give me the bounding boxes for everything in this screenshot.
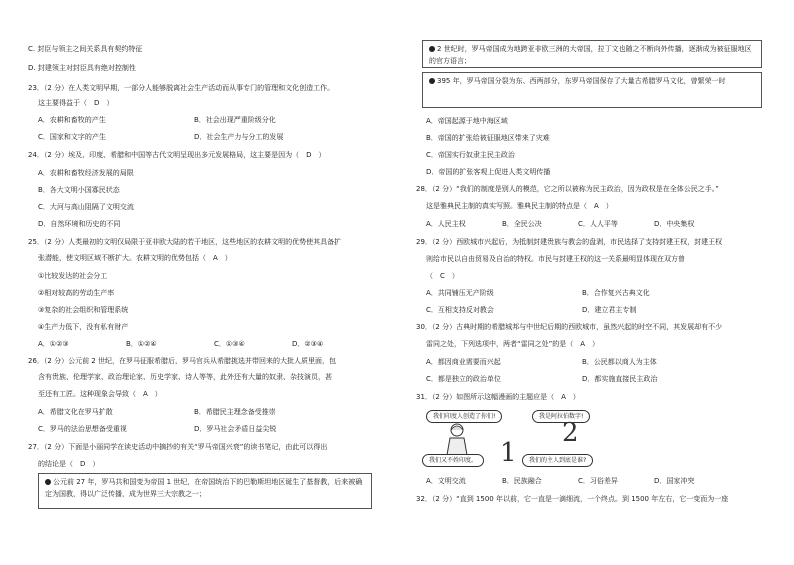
- answer-option: A．人民主权: [426, 220, 466, 228]
- answer-option: C．①③④: [214, 340, 245, 348]
- text-line: A．农耕和畜牧经济发展的局限: [38, 169, 134, 177]
- answer-option: D．罗马社会矛盾日益尖锐: [194, 425, 277, 433]
- text-line: 含有贵族、伦理学家、政治理论家、历史学家、诗人等等，此外还有大量的奴隶、杂技演员，甚: [38, 373, 332, 381]
- numeral-one: 1: [500, 438, 517, 468]
- text-line: 的结论是（ D ）: [38, 460, 100, 468]
- answer-option: A．①②③: [38, 340, 69, 348]
- answer-option: D．中央集权: [654, 220, 695, 228]
- text-line: 27．（2 分）下面是小丽同学在读史活动中摘抄的有关“罗马帝国兴衰”的读书笔记，由此可以得出: [28, 443, 328, 451]
- indian-figure-icon: [444, 422, 470, 456]
- text-line: ④生产力低下，没有私有财产: [38, 323, 129, 331]
- answer-option: D．②③④: [292, 340, 324, 348]
- note-text: 公元前 27 年，罗马共和国变为帝国 1 世纪，在帝国统治下的巴勒斯坦地区诞生了基督教，后来被确定为国教，得以广泛传播，成为世界三大宗教之一；: [45, 478, 363, 498]
- text-line: 23．（2 分）在人类文明早期，一部分人能够脱离社会生产活动而从事专门的管理和文化创造工作。: [28, 84, 335, 92]
- text-line: B．各大文明小国寡民状态: [38, 186, 120, 194]
- text-line: 29．（2 分）西欧城市兴起后，为抵制封建贵族与教会的盘剥，市民选择了支持封建王权，封建王权: [416, 238, 723, 246]
- text-line: 24．（2 分）埃及、印度、希腊和中国等古代文明呈现出多元发展格局，这主要是因为（ D ）: [28, 151, 326, 159]
- text-line: D．帝国的扩张客观上促进人类文明传播: [426, 168, 551, 176]
- answer-option: C．习俗差异: [578, 477, 618, 485]
- answer-option: C．国家和文字的产生: [38, 133, 106, 141]
- answer-option: B．①②④: [126, 340, 157, 348]
- text-line: 31．（2 分）如图所示这幅漫画的主题应是（ A ）: [416, 393, 580, 401]
- answer-option: C．互相支持反对教会: [426, 306, 494, 314]
- text-line: 25．（2 分）人类最初的文明仅局限于亚非欧大陆的若干地区，这些地区的农耕文明的优势使其具备扩: [28, 238, 342, 246]
- speech-bubble: [422, 454, 484, 467]
- answer-option: B．民族融合: [502, 477, 542, 485]
- answer-option: B．社会出现严重阶级分化: [194, 116, 276, 124]
- text-line: A．帝国起源于地中海区域: [426, 117, 508, 125]
- speech-text: 我们印度人创造了你们!: [433, 413, 496, 420]
- text-line: 则给市民以自由贸易及自治的特权。市民与封建王权的这一关系最明显体现在双方曾: [426, 255, 685, 263]
- text-line: ②相对较高的劳动生产率: [38, 289, 115, 297]
- answer-option: A．都因商业需要而兴起: [426, 358, 501, 366]
- speech-text: 我是阿拉伯数字!: [539, 413, 584, 420]
- answer-option: B．公民都以商人为主体: [582, 358, 657, 366]
- answer-option: D．国家冲突: [654, 477, 695, 485]
- answer-option: D．建立君主专制: [582, 306, 637, 314]
- answer-option: C．罗马的法治思想备受重视: [38, 425, 127, 433]
- bullet-icon: [45, 479, 51, 485]
- text-line: （ C ）: [426, 272, 459, 280]
- text-line: 26．（2 分）公元前 2 世纪，在罗马征服希腊后，罗马官兵从希腊挑选并带回来的大批人质里面，包: [28, 357, 336, 365]
- answer-option: C．都是独立的政治单位: [426, 375, 501, 383]
- text-line: D．自然环境和历史的不同: [38, 220, 121, 228]
- text-line: 这是雅典民主制的真实写照。雅典民主制的特点是（ A ）: [426, 202, 613, 210]
- bullet-icon: [429, 46, 435, 52]
- text-line: 32．（2 分）“直到 1500 年以前，它一直是一滴细流，一个终点。到 1500 年左右，它一变而为一座: [416, 495, 729, 503]
- answer-option: A．文明交流: [426, 477, 466, 485]
- text-line: 这主要得益于（ D ）: [38, 99, 114, 107]
- text-line: 30．（2 分）古典时期的希腊城邦与中世纪后期的西欧城市，虽然兴起的时空不同，其发展却有不少: [416, 323, 723, 331]
- text-line: 雷同之处，下列选项中，两者“雷同之处”的是（ A ）: [426, 340, 600, 348]
- text-line: ③复杂的社会组织和管理系统: [38, 306, 129, 314]
- answer-option: A．希腊文化在罗马扩散: [38, 408, 113, 416]
- answer-option: D．社会生产力与分工的发展: [194, 133, 284, 141]
- reading-note-box-2: [422, 40, 762, 68]
- speech-bubble: [522, 454, 593, 467]
- text-line: C. 封臣与领主之间关系具有契约特征: [28, 45, 143, 53]
- answer-option: B．希腊民主理念备受推崇: [194, 408, 276, 416]
- answer-option: B．全民公决: [502, 220, 542, 228]
- text-line: ①比较发达的社会分工: [38, 272, 108, 280]
- note-text: 2 世纪时，罗马帝国成为地跨亚非欧三洲的大帝国，拉丁文也随之不断向外传播，逐渐成为被征服地区的官方语言；: [429, 45, 752, 65]
- text-line: C．帝国实行奴隶主民主政治: [426, 151, 515, 159]
- answer-option: A．共同铺压无产阶级: [426, 289, 494, 297]
- speech-text: 我们又不姓印度。: [429, 457, 478, 464]
- answer-option: B．合作复兴古典文化: [582, 289, 650, 297]
- text-line: 张潜能，使文明区域不断扩大。农耕文明的优势包括（ A ）: [38, 254, 232, 262]
- comic-illustration: [422, 408, 612, 472]
- answer-option: C．人人平等: [578, 220, 618, 228]
- text-line: 28．（2 分）“我们的制度是别人的模范，它之所以被称为民主政治，因为政权是在全体公民之手。”: [416, 185, 719, 193]
- reading-note-box-3: [422, 72, 762, 108]
- note-text: 395 年，罗马帝国分裂为东、西两部分，东罗马帝国保存了大量古希腊罗马文化，曾繁荣一时: [437, 77, 726, 85]
- text-line: C．大河与高山阻隔了文明交流: [38, 203, 134, 211]
- reading-note-box-1: [38, 473, 372, 509]
- text-line: 至还有工匠。这种现象会导致（ A ）: [38, 390, 162, 398]
- text-line: B．帝国的扩张给被征服地区带来了灾难: [426, 134, 550, 142]
- numeral-two: 2: [562, 418, 579, 448]
- answer-option: D．都实施直接民主政治: [582, 375, 658, 383]
- text-line: D. 封建领主对封臣具有绝对控制性: [28, 64, 136, 72]
- speech-text: 我们的主人到底是谁?: [529, 457, 587, 464]
- answer-option: A．农耕和畜牧的产生: [38, 116, 106, 124]
- bullet-icon: [429, 78, 435, 84]
